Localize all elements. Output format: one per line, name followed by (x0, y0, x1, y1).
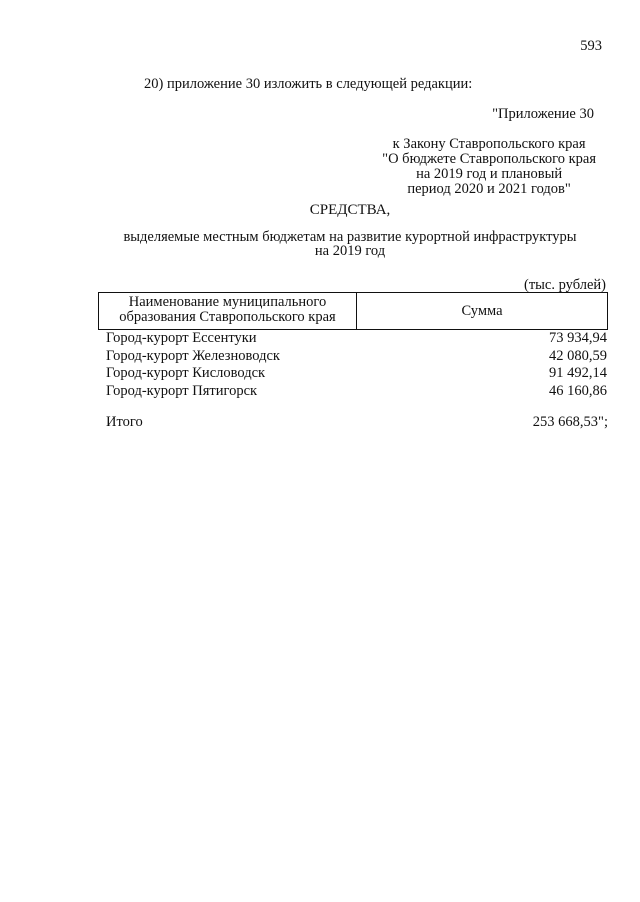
column-header-name-line-1: Наименование муниципального (128, 294, 327, 310)
table-row (106, 330, 608, 348)
row-amount: 42 080,59 (549, 347, 607, 364)
subtitle-line-2: на 2019 год (314, 243, 386, 259)
subtitle-line-1: выделяемые местным бюджетам на развитие курортной инфраструктуры (123, 229, 577, 245)
row-amount: 91 492,14 (549, 365, 607, 381)
row-name: Город-курорт Пятигорск (106, 382, 258, 399)
column-header-sum: Сумма (461, 302, 503, 319)
appendix-line-1: к Закону Ставропольского края (392, 136, 586, 152)
total-label: Итого (106, 414, 143, 430)
row-amount: 46 160,86 (549, 382, 607, 399)
table-body (106, 330, 608, 400)
total-amount: 253 668,53"; (532, 414, 608, 430)
appendix-line-3: на 2019 год и плановый (416, 166, 563, 182)
table-header (98, 292, 608, 330)
intro-text: 20) приложение 30 изложить в следующей редакции: (144, 76, 473, 92)
appendix-gap (382, 122, 596, 137)
row-name: Город-курорт Кисловодск (106, 365, 266, 381)
row-name: Город-курорт Ессентуки (106, 330, 257, 346)
appendix-line-4: период 2020 и 2021 годов" (407, 181, 571, 197)
column-header-name-line-2: образования Ставропольского края (119, 309, 336, 325)
appendix-line-2: "О бюджете Ставропольского края (382, 151, 596, 167)
table-total-row (106, 414, 608, 431)
document-subtitle (0, 230, 640, 258)
row-amount: 73 934,94 (549, 330, 607, 346)
allocation-table (98, 292, 608, 330)
units-label: (тыс. рублей) (524, 277, 606, 293)
appendix-block (382, 107, 596, 197)
column-header-name (99, 293, 357, 329)
table-row (106, 348, 608, 366)
appendix-title: "Приложение 30 (492, 106, 594, 122)
row-name: Город-курорт Железноводск (106, 347, 280, 364)
table-row (106, 383, 608, 401)
table-row (106, 365, 608, 383)
page-number: 593 (580, 38, 602, 54)
document-title: СРЕДСТВА, (309, 202, 391, 218)
